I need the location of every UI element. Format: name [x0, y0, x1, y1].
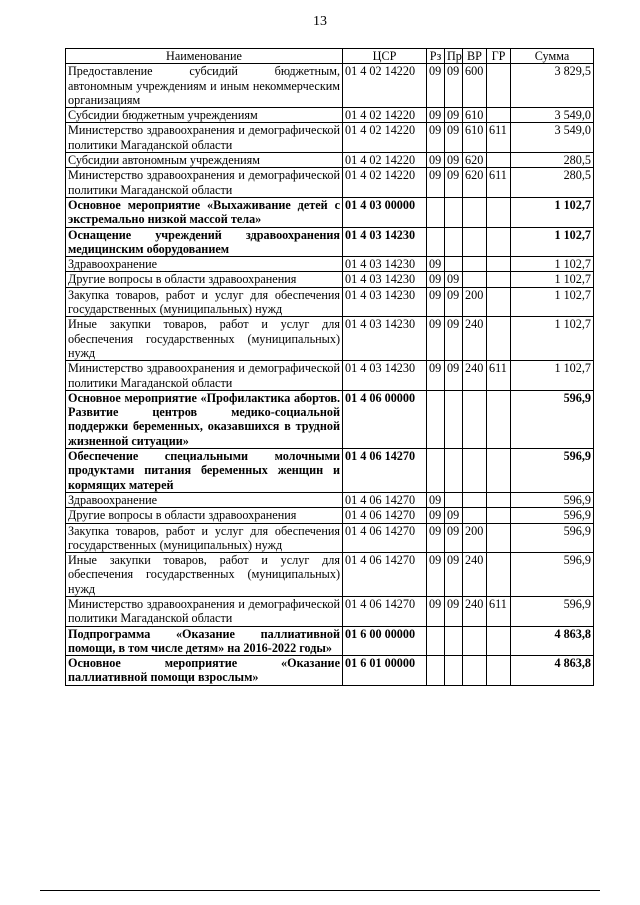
column-header-csr: ЦСР [343, 49, 427, 64]
cell-name: Министерство здравоохранения и демографической политики Магаданской области [66, 123, 343, 153]
cell-sum: 1 102,7 [511, 317, 594, 361]
cell-gr: 611 [487, 596, 511, 626]
cell-vr [463, 390, 487, 448]
cell-vr [463, 626, 487, 656]
cell-sum: 1 102,7 [511, 287, 594, 317]
cell-pr: 09 [445, 108, 463, 123]
cell-gr [487, 626, 511, 656]
cell-pr [445, 197, 463, 227]
column-header-rz: Рз [427, 49, 445, 64]
cell-sum: 1 102,7 [511, 197, 594, 227]
cell-vr: 610 [463, 123, 487, 153]
cell-gr [487, 492, 511, 507]
cell-csr: 01 4 03 14230 [343, 272, 427, 287]
cell-vr: 240 [463, 596, 487, 626]
cell-pr: 09 [445, 64, 463, 108]
cell-rz: 09 [427, 123, 445, 153]
cell-name: Основное мероприятие «Оказание паллиативной помощи взрослым» [66, 656, 343, 686]
cell-csr: 01 6 01 00000 [343, 656, 427, 686]
cell-rz [427, 656, 445, 686]
budget-table [65, 48, 594, 686]
table-row [66, 523, 594, 553]
cell-name: Подпрограмма «Оказание паллиативной помощи, в том числе детям» на 2016-2022 годы» [66, 626, 343, 656]
table-row [66, 596, 594, 626]
table-row [66, 272, 594, 287]
cell-vr [463, 227, 487, 257]
cell-gr [487, 227, 511, 257]
cell-name: Обеспечение специальными молочными продуктами питания беременных женщин и кормящих матерей [66, 449, 343, 493]
cell-gr [487, 523, 511, 553]
cell-name: Иные закупки товаров, работ и услуг для обеспечения государственных (муниципальных) нужд [66, 553, 343, 597]
cell-vr [463, 257, 487, 272]
cell-sum: 596,9 [511, 553, 594, 597]
cell-name: Основное мероприятие «Профилактика абортов. Развитие центров медико-социальной поддержки беременных, оказавшихся в трудной жизненной ситуации» [66, 390, 343, 448]
cell-csr: 01 6 00 00000 [343, 626, 427, 656]
cell-vr: 240 [463, 553, 487, 597]
cell-gr [487, 153, 511, 168]
cell-vr: 610 [463, 108, 487, 123]
cell-vr [463, 272, 487, 287]
cell-sum: 1 102,7 [511, 361, 594, 391]
cell-csr: 01 4 03 14230 [343, 287, 427, 317]
cell-csr: 01 4 06 14270 [343, 596, 427, 626]
table-row [66, 553, 594, 597]
cell-gr [487, 108, 511, 123]
cell-rz: 09 [427, 553, 445, 597]
cell-pr: 09 [445, 317, 463, 361]
cell-rz: 09 [427, 153, 445, 168]
cell-pr [445, 390, 463, 448]
table-row [66, 626, 594, 656]
page-number: 13 [313, 14, 327, 29]
cell-name: Закупка товаров, работ и услуг для обеспечения государственных (муниципальных) нужд [66, 523, 343, 553]
cell-pr [445, 656, 463, 686]
cell-vr: 200 [463, 523, 487, 553]
cell-name: Оснащение учреждений здравоохранения медицинским оборудованием [66, 227, 343, 257]
cell-rz: 09 [427, 64, 445, 108]
cell-vr: 200 [463, 287, 487, 317]
cell-name: Министерство здравоохранения и демографической политики Магаданской области [66, 168, 343, 198]
cell-name: Другие вопросы в области здравоохранения [66, 508, 343, 523]
cell-rz [427, 449, 445, 493]
table-row [66, 153, 594, 168]
column-header-vr: ВР [463, 49, 487, 64]
table-row [66, 123, 594, 153]
cell-name: Субсидии автономным учреждениям [66, 153, 343, 168]
cell-csr: 01 4 06 14270 [343, 449, 427, 493]
cell-vr [463, 197, 487, 227]
cell-gr [487, 508, 511, 523]
cell-pr: 09 [445, 123, 463, 153]
cell-gr [487, 390, 511, 448]
cell-pr [445, 492, 463, 507]
table-row [66, 257, 594, 272]
cell-rz: 09 [427, 272, 445, 287]
cell-rz: 09 [427, 168, 445, 198]
cell-csr: 01 4 06 14270 [343, 492, 427, 507]
cell-gr [487, 317, 511, 361]
cell-name: Другие вопросы в области здравоохранения [66, 272, 343, 287]
cell-sum: 596,9 [511, 449, 594, 493]
table-row [66, 390, 594, 448]
cell-vr: 240 [463, 361, 487, 391]
cell-gr [487, 257, 511, 272]
cell-vr: 620 [463, 168, 487, 198]
cell-name: Предоставление субсидий бюджетным, автономным учреждениям и иным некоммерческим организациям [66, 64, 343, 108]
cell-sum: 596,9 [511, 508, 594, 523]
cell-vr: 600 [463, 64, 487, 108]
cell-sum: 280,5 [511, 168, 594, 198]
cell-vr [463, 656, 487, 686]
cell-rz: 09 [427, 317, 445, 361]
cell-sum: 3 549,0 [511, 123, 594, 153]
cell-csr: 01 4 03 14230 [343, 257, 427, 272]
cell-name: Министерство здравоохранения и демографической политики Магаданской области [66, 596, 343, 626]
cell-rz [427, 390, 445, 448]
cell-rz [427, 197, 445, 227]
table-row [66, 64, 594, 108]
cell-pr: 09 [445, 287, 463, 317]
cell-csr: 01 4 06 14270 [343, 553, 427, 597]
cell-rz: 09 [427, 596, 445, 626]
table-row [66, 656, 594, 686]
table-row [66, 197, 594, 227]
cell-sum: 596,9 [511, 523, 594, 553]
cell-rz [427, 227, 445, 257]
cell-rz: 09 [427, 508, 445, 523]
cell-name: Здравоохранение [66, 257, 343, 272]
cell-rz: 09 [427, 361, 445, 391]
cell-rz: 09 [427, 108, 445, 123]
cell-name: Закупка товаров, работ и услуг для обеспечения государственных (муниципальных) нужд [66, 287, 343, 317]
cell-sum: 1 102,7 [511, 227, 594, 257]
cell-sum: 3 549,0 [511, 108, 594, 123]
cell-sum: 4 863,8 [511, 656, 594, 686]
cell-csr: 01 4 02 14220 [343, 123, 427, 153]
table-row [66, 317, 594, 361]
cell-gr [487, 272, 511, 287]
table-row [66, 108, 594, 123]
cell-rz [427, 626, 445, 656]
cell-pr [445, 626, 463, 656]
column-header-name: Наименование [66, 49, 343, 64]
cell-csr: 01 4 03 14230 [343, 361, 427, 391]
cell-csr: 01 4 06 14270 [343, 508, 427, 523]
table-row [66, 492, 594, 507]
cell-gr [487, 656, 511, 686]
cell-gr: 611 [487, 168, 511, 198]
cell-pr: 09 [445, 596, 463, 626]
cell-sum: 596,9 [511, 390, 594, 448]
cell-pr: 09 [445, 168, 463, 198]
cell-pr [445, 227, 463, 257]
cell-name: Министерство здравоохранения и демографической политики Магаданской области [66, 361, 343, 391]
cell-name: Субсидии бюджетным учреждениям [66, 108, 343, 123]
table-row [66, 287, 594, 317]
cell-rz: 09 [427, 287, 445, 317]
cell-gr: 611 [487, 123, 511, 153]
cell-pr: 09 [445, 523, 463, 553]
cell-csr: 01 4 02 14220 [343, 108, 427, 123]
cell-name: Здравоохранение [66, 492, 343, 507]
cell-vr [463, 449, 487, 493]
cell-pr: 09 [445, 361, 463, 391]
cell-gr [487, 64, 511, 108]
cell-sum: 3 829,5 [511, 64, 594, 108]
column-header-gr: ГР [487, 49, 511, 64]
cell-rz: 09 [427, 257, 445, 272]
cell-gr [487, 553, 511, 597]
cell-vr: 620 [463, 153, 487, 168]
cell-pr: 09 [445, 153, 463, 168]
table-body [66, 64, 594, 685]
cell-gr: 611 [487, 361, 511, 391]
table-header-row [66, 49, 594, 64]
cell-name: Основное мероприятие «Выхаживание детей с экстремально низкой массой тела» [66, 197, 343, 227]
cell-pr [445, 257, 463, 272]
cell-gr [487, 197, 511, 227]
bottom-rule [40, 890, 600, 891]
table-row [66, 168, 594, 198]
cell-csr: 01 4 02 14220 [343, 168, 427, 198]
cell-sum: 1 102,7 [511, 257, 594, 272]
cell-pr: 09 [445, 553, 463, 597]
column-header-sum: Сумма [511, 49, 594, 64]
column-header-pr: Пр [445, 49, 463, 64]
cell-rz: 09 [427, 523, 445, 553]
cell-pr: 09 [445, 508, 463, 523]
cell-sum: 596,9 [511, 596, 594, 626]
table-row [66, 361, 594, 391]
table-row [66, 227, 594, 257]
cell-csr: 01 4 02 14220 [343, 64, 427, 108]
cell-csr: 01 4 03 14230 [343, 317, 427, 361]
cell-gr [487, 449, 511, 493]
cell-sum: 280,5 [511, 153, 594, 168]
cell-sum: 596,9 [511, 492, 594, 507]
cell-csr: 01 4 06 14270 [343, 523, 427, 553]
cell-gr [487, 287, 511, 317]
cell-csr: 01 4 02 14220 [343, 153, 427, 168]
table-row [66, 508, 594, 523]
cell-csr: 01 4 06 00000 [343, 390, 427, 448]
cell-csr: 01 4 03 14230 [343, 227, 427, 257]
table-row [66, 449, 594, 493]
cell-rz: 09 [427, 492, 445, 507]
cell-csr: 01 4 03 00000 [343, 197, 427, 227]
cell-sum: 4 863,8 [511, 626, 594, 656]
cell-name: Иные закупки товаров, работ и услуг для обеспечения государственных (муниципальных) нужд [66, 317, 343, 361]
cell-pr: 09 [445, 272, 463, 287]
cell-sum: 1 102,7 [511, 272, 594, 287]
cell-vr: 240 [463, 317, 487, 361]
cell-vr [463, 492, 487, 507]
cell-vr [463, 508, 487, 523]
cell-pr [445, 449, 463, 493]
